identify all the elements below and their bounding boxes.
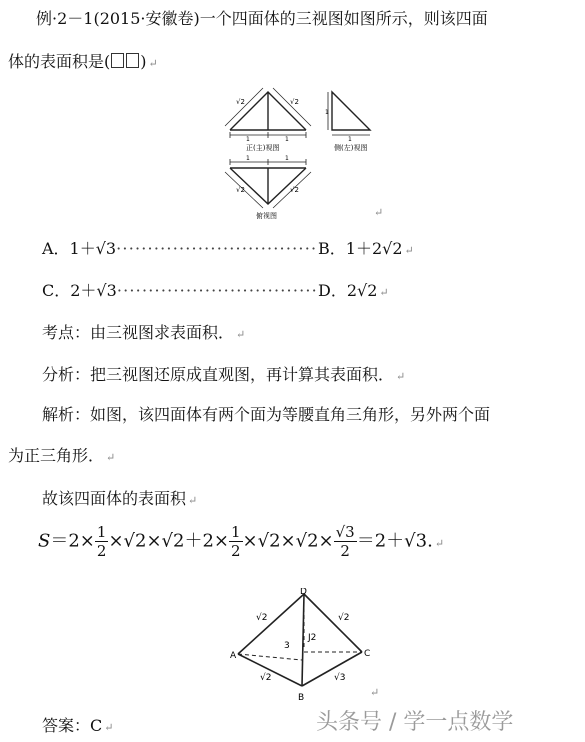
answer-line: 答案：C ↵ [42,716,114,735]
front-one-left: 1 [246,136,250,143]
top-one-left: 1 [246,155,250,162]
label-three: 3 [284,641,290,651]
option-b: B．1＋2√2 ↵ [318,239,414,258]
vertex-c: C [364,649,371,659]
kaodian-line: 考点：由三视图求表面积． ↵ [42,323,246,342]
front-sqrt2-left: √2 [236,98,245,106]
side-one-bottom: 1 [348,136,352,143]
answer-blank-box [111,53,124,68]
fraction-half: $\frac{1}{2}$ [96,523,107,560]
front-sqrt2-right: √2 [290,98,299,106]
option-d: D．2√2 ↵ [318,281,389,300]
surface-area-formula: S＝2× $\frac{1}{2}$ ×√2×√2＋2× $\frac{1}{2}$ ×√2×√2× $\frac{√3}{2}$ ＝2＋√3. ↵ [38,523,445,560]
vertex-a: A [230,651,237,661]
three-view-figure [222,86,392,226]
edge-sqrt3: √3 [334,673,346,683]
top-sqrt2-right: √2 [290,186,299,194]
front-one-right: 1 [285,136,289,143]
vertex-b: B [298,693,305,703]
side-one: 1 [325,109,329,116]
fenxi-line: 分析：把三视图还原成直观图，再计算其表面积． ↵ [42,365,406,384]
watermark: 头条号 / 学一点数学 [316,710,514,735]
vertex-d: D [300,588,307,597]
jiexi-line-1: 解析：如图，该四面体有两个面为等腰直角三角形，另外两个面 [42,405,491,424]
edge-sqrt2: √2 [338,613,350,623]
top-one-right: 1 [285,155,289,162]
conclusion-line: 故该四面体的表面积 ↵ [42,489,198,508]
return-mark: ↵ [370,686,380,699]
jiexi-line-2: 为正三角形． ↵ [8,446,116,465]
top-view-label: 俯视图 [256,212,277,220]
front-view-label: 正(主)视图 [246,144,280,152]
label-j2: J2 [308,633,317,643]
fraction-sqrt3-over-2: $\frac{√3}{2}$ [335,523,355,560]
option-a: A．1＋√3································ [42,239,318,258]
top-sqrt2-left: √2 [236,186,245,194]
edge-sqrt2: √2 [260,673,272,683]
front-view [225,88,311,138]
fraction-half: $\frac{1}{2}$ [230,523,241,560]
return-mark: ↵ [374,206,384,219]
question-line-1: 例·2－1(2015·安徽卷)一个四面体的三视图如图所示，则该四面 [36,9,488,28]
option-c: C．2＋√3································ [42,281,318,300]
top-view [225,159,311,208]
tetrahedron-figure [230,588,380,706]
side-view-label: 侧(左)视图 [334,144,368,152]
edge-sqrt2: √2 [256,613,268,623]
answer-blank-box [126,53,139,68]
question-line-2: 体的表面积是( ) ↵ [8,52,158,71]
side-view [328,92,370,135]
